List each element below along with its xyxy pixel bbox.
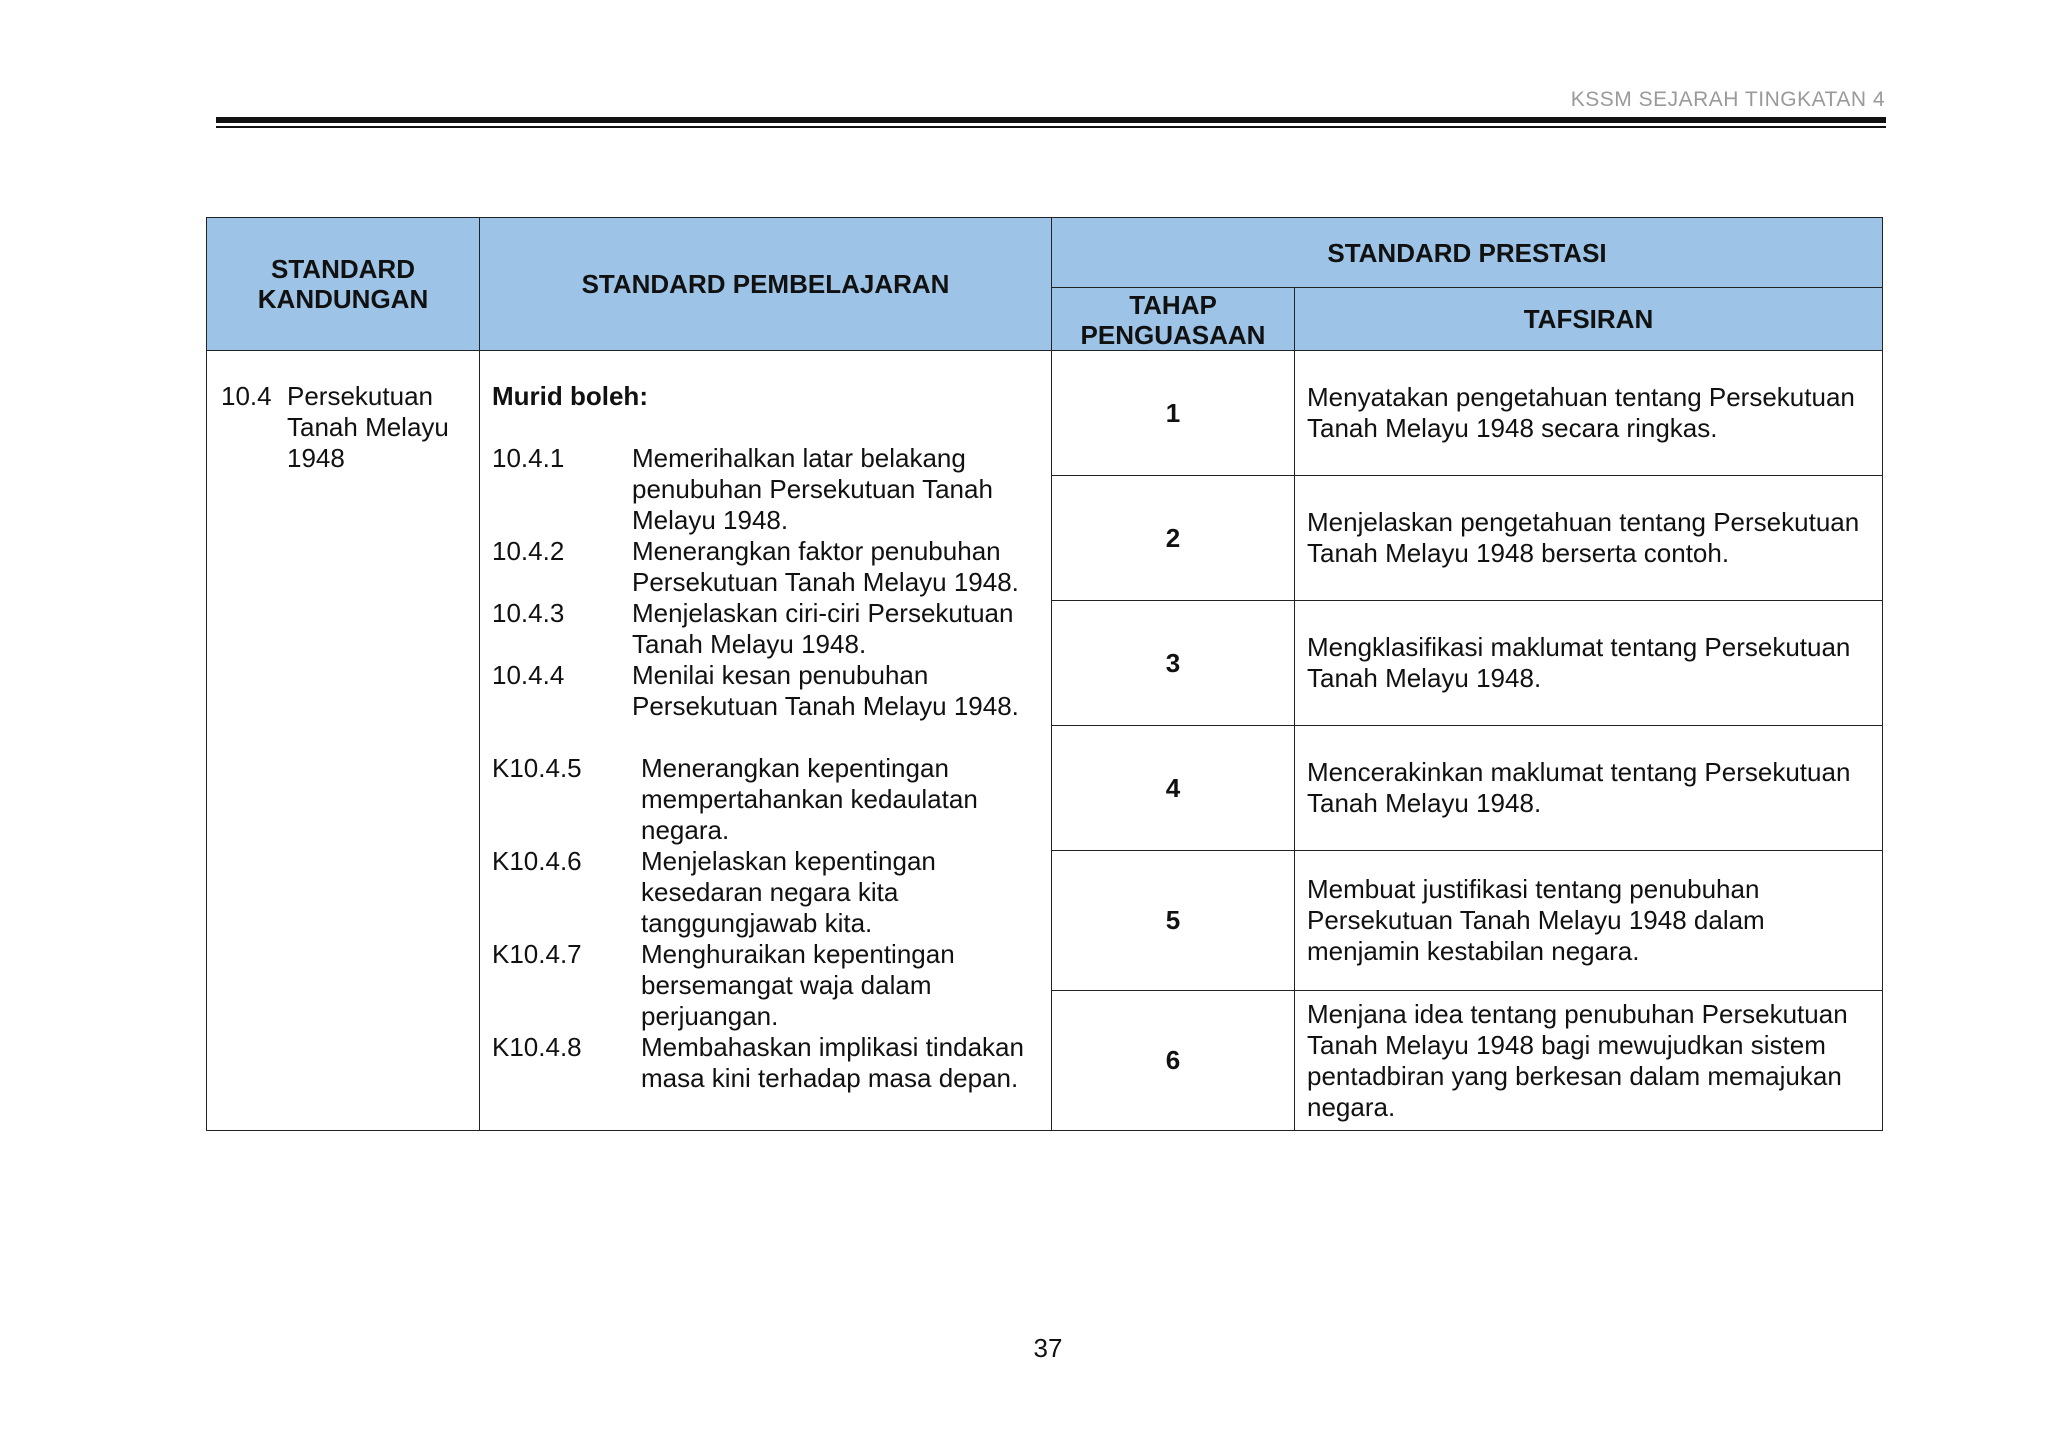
running-header: KSSM SEJARAH TINGKATAN 4 (1570, 88, 1885, 111)
header-standard-pembelajaran: STANDARD PEMBELAJARAN (480, 218, 1052, 351)
level-number: 6 (1052, 991, 1295, 1131)
level-number: 4 (1052, 726, 1295, 851)
learning-intro: Murid boleh: (492, 381, 648, 411)
learning-k-item: K10.4.8 Membahaskan implikasi tindakan masa kini terhadap masa depan. (492, 1032, 1024, 1093)
content-standard-number: 10.4 (221, 381, 272, 411)
learning-item: 10.4.1 Memerihalkan latar belakang penubuhan Persekutuan Tanah Melayu 1948. (492, 443, 993, 535)
content-standard-cell (207, 351, 480, 1131)
content-standard-title: Persekutuan Tanah Melayu 1948 (287, 381, 449, 473)
level-description: Menjana idea tentang penubuhan Persekutuan Tanah Melayu 1948 bagi mewujudkan sistem pentadbiran yang berkesan dalam memajukan negara. (1295, 991, 1883, 1131)
learning-k-item: K10.4.6 Menjelaskan kepentingan kesedaran negara kita tanggungjawab kita. (492, 846, 936, 938)
header-rule (216, 117, 1886, 123)
level-description: Menyatakan pengetahuan tentang Persekutuan Tanah Melayu 1948 secara ringkas. (1295, 351, 1883, 476)
header-standard-prestasi: STANDARD PRESTASI (1052, 218, 1883, 288)
learning-k-item: K10.4.5 Menerangkan kepentingan mempertahankan kedaulatan negara. (492, 753, 978, 845)
header-tafsiran: TAFSIRAN (1295, 288, 1883, 351)
header-rule-thin (216, 126, 1886, 128)
level-description: Menjelaskan pengetahuan tentang Persekutuan Tanah Melayu 1948 berserta contoh. (1295, 476, 1883, 601)
header-standard-kandungan: STANDARD KANDUNGAN (207, 218, 480, 351)
level-number: 3 (1052, 601, 1295, 726)
level-number: 5 (1052, 851, 1295, 991)
learning-standard-cell (480, 351, 1052, 1131)
level-number: 1 (1052, 351, 1295, 476)
learning-item: 10.4.4 Menilai kesan penubuhan Persekutuan Tanah Melayu 1948. (492, 660, 1019, 721)
learning-item: 10.4.3 Menjelaskan ciri-ciri Persekutuan Tanah Melayu 1948. (492, 598, 1014, 659)
level-description: Mencerakinkan maklumat tentang Persekutuan Tanah Melayu 1948. (1295, 726, 1883, 851)
learning-item: 10.4.2 Menerangkan faktor penubuhan Persekutuan Tanah Melayu 1948. (492, 536, 1019, 597)
learning-k-item: K10.4.7 Menghuraikan kepentingan bersemangat waja dalam perjuangan. (492, 939, 955, 1031)
level-number: 2 (1052, 476, 1295, 601)
level-description: Membuat justifikasi tentang penubuhan Persekutuan Tanah Melayu 1948 dalam menjamin kestabilan negara. (1295, 851, 1883, 991)
page-number: 37 (1033, 1333, 1063, 1363)
level-description: Mengklasifikasi maklumat tentang Persekutuan Tanah Melayu 1948. (1295, 601, 1883, 726)
header-tahap-penguasaan: TAHAP PENGUASAAN (1052, 288, 1295, 351)
standards-table (206, 217, 1883, 1131)
